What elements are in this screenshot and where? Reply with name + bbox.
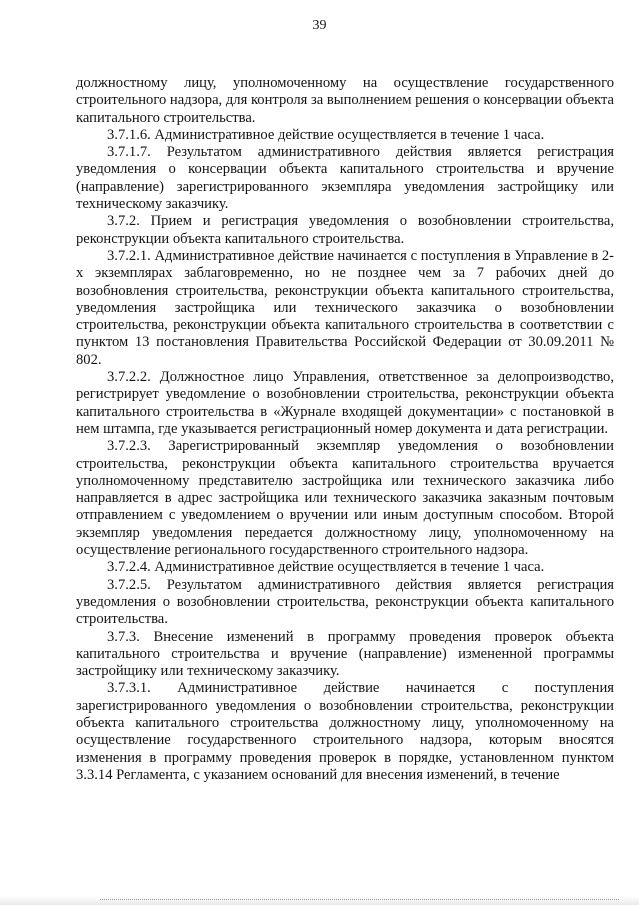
paragraph-3-7-1-7: 3.7.1.7. Результатом административного действия является регистрация уведомления о консервации объекта капитального строительства и вручение (направление) зарегистрированного экземпляра уведомления застройщику или техническому заказчику. xyxy=(76,144,614,213)
page-number: 39 xyxy=(312,18,327,33)
paragraph-3-7-2-5: 3.7.2.5. Результатом административного действия является регистрация уведомления о возобновлении строительства, реконструкции объекта капитального строительства. xyxy=(76,576,614,628)
document-body xyxy=(76,75,614,784)
paragraph-3-7-2-1: 3.7.2.1. Административное действие начинается с поступления в Управление в 2-х экземплярах заблаговременно, но не позднее чем за 7 рабочих дней до возобновления строительства, реконструкции объекта капитального строительства, уведомления застройщика или технического заказчика о возобновлении строительства, реконструкции объекта капитального строительства в соответствии с пунктом 13 постановления Правительства Российской Федерации от 30.09.2011 № 802. xyxy=(76,247,614,368)
paragraph-continuation: должностному лицу, уполномоченному на осуществление государственного строительного надзора, для контроля за выполнением решения о консервации объекта капитального строительства. xyxy=(76,75,614,126)
paragraph-3-7-3: 3.7.3. Внесение изменений в программу проведения проверок объекта капитального строительства и вручение (направление) измененной программы застройщику или техническому заказчику. xyxy=(76,628,614,680)
paragraph-3-7-2-3: 3.7.2.3. Зарегистрированный экземпляр уведомления о возобновлении строительства, реконструкции объекта капитального строительства вручается уполномоченному представителю застройщика или технического заказчика либо направляется в адрес застройщика или технического заказчика заказным почтовым отправлением с уведомлением о вручении или иным доступным способом. Второй экземпляр уведомления передается должностному лицу, уполномоченному на осуществление регионального государственного строительного надзора. xyxy=(76,438,614,559)
scan-bottom-edge xyxy=(0,896,639,905)
paragraph-3-7-2: 3.7.2. Прием и регистрация уведомления о возобновлении строительства, реконструкции объекта капитального строительства. xyxy=(76,213,614,247)
paragraph-3-7-3-1: 3.7.3.1. Административное действие начинается с поступления зарегистрированного уведомления о возобновлении строительства, реконструкции объекта капитального строительства должностному лицу, уполномоченному на осуществление государственного строительного надзора, которым вносятся изменения в программу проведения проверок в порядке, установленном пунктом 3.3.14 Регламента, с указанием оснований для внесения изменений, в течение xyxy=(76,680,614,783)
paragraph-3-7-2-4: 3.7.2.4. Административное действие осуществляется в течение 1 часа. xyxy=(107,559,545,576)
paragraph-3-7-2-2: 3.7.2.2. Должностное лицо Управления, ответственное за делопроизводство, регистрирует уведомление о возобновлении строительства, реконструкции объекта капитального строительства в «Журнале входящей документации» с постановкой в нем штампа, где указывается регистрационный номер документа и дата регистрации. xyxy=(76,369,614,437)
paragraph-3-7-1-6: 3.7.1.6. Административное действие осуществляется в течение 1 часа. xyxy=(107,126,545,143)
